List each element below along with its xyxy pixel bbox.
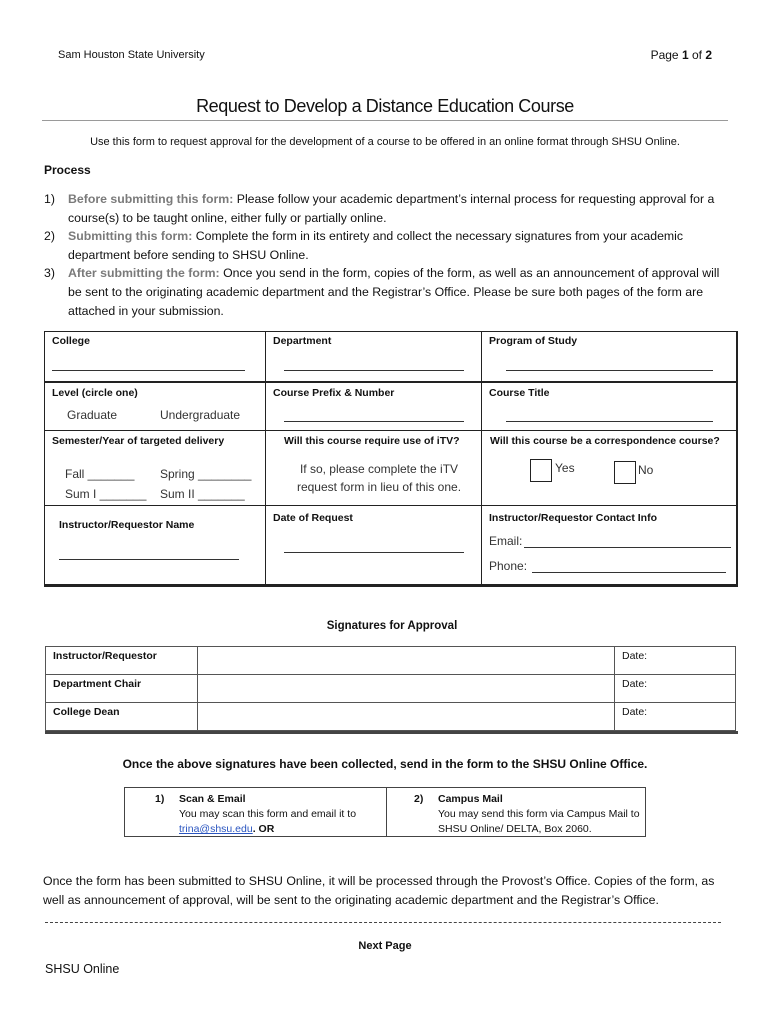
table-row <box>46 647 736 675</box>
final-note: Once the form has been submitted to SHSU Online, it will be processed through the Provost’s Office. Copies of the form, as well as announcement of approval, will be sent to the originating academic department and the Registrar’s Office. <box>43 874 715 907</box>
page-title: Request to Develop a Distance Education Course <box>196 96 574 116</box>
option-number: 2) <box>414 793 424 805</box>
signatures-title: Signatures for Approval <box>326 620 458 632</box>
signatures-table <box>45 646 736 731</box>
footer-text: SHSU Online <box>45 962 120 976</box>
department-label: Department <box>273 335 332 347</box>
phone-field[interactable] <box>532 572 726 573</box>
page-prefix: Page <box>650 48 682 62</box>
grid-border <box>44 430 737 431</box>
option-divider <box>386 788 387 836</box>
send-heading: Once the above signatures have been collected, send in the form to the SHSU Online Office. <box>122 757 648 771</box>
itv-note: If so, please complete the iTV request form in lieu of this one. <box>296 462 462 494</box>
college-field[interactable] <box>52 370 245 371</box>
campus-mail-option <box>414 792 642 837</box>
college-label: College <box>52 335 90 347</box>
prefix-field[interactable] <box>284 421 464 422</box>
signature-role: College Dean <box>46 703 198 731</box>
page-current: 1 <box>681 48 689 62</box>
email-field[interactable] <box>524 547 731 548</box>
course-title-label: Course Title <box>489 387 550 399</box>
grid-border <box>44 584 737 587</box>
process-step <box>44 264 734 320</box>
grid-border <box>481 331 482 586</box>
signature-role: Department Chair <box>46 675 198 703</box>
step-number: 3) <box>44 266 55 281</box>
course-title-field[interactable] <box>506 421 713 422</box>
program-label: Program of Study <box>489 335 578 347</box>
instructor-label: Instructor/Requestor Name <box>59 519 195 531</box>
process-step <box>44 190 734 227</box>
dashed-divider <box>45 922 721 923</box>
institution-name: Sam Houston State University <box>58 49 205 61</box>
or-text: . OR <box>252 823 275 835</box>
option-heading: Campus Mail <box>438 793 503 805</box>
grid-border <box>736 331 738 587</box>
page-indicator <box>651 48 712 62</box>
level-graduate-option[interactable]: Graduate <box>67 408 118 422</box>
title-divider <box>42 120 728 121</box>
step-highlight: Submitting this form: <box>68 229 193 244</box>
option-heading: Scan & Email <box>179 793 246 805</box>
prefix-label: Course Prefix & Number <box>273 387 395 399</box>
correspondence-label: Will this course be a correspondence course? <box>490 435 720 447</box>
step-text: Complete the form in its entirety and collect the necessary signatures from your academic department before sending to SHSU Online. <box>68 229 684 262</box>
step-highlight: After submitting the form: <box>68 266 220 281</box>
grid-border <box>44 381 737 383</box>
summer1-field[interactable]: Sum I _______ <box>65 487 147 501</box>
process-heading: Process <box>44 163 91 177</box>
level-undergraduate-option[interactable]: Undergraduate <box>160 408 241 422</box>
step-number: 1) <box>44 192 55 206</box>
signature-date[interactable]: Date: <box>615 675 736 703</box>
table-row <box>46 703 736 731</box>
level-label: Level (circle one) <box>52 387 138 399</box>
yes-label: Yes <box>555 461 575 475</box>
date-request-field[interactable] <box>284 552 464 553</box>
next-page-label: Next Page <box>358 940 412 952</box>
scan-email-option <box>155 792 383 837</box>
option-text: You may send this form via Campus Mail to SHSU Online/ DELTA, Box 2060. <box>438 808 640 835</box>
email-link[interactable]: trina@shsu.edu <box>179 823 253 835</box>
itv-label: Will this course require use of iTV? <box>284 435 460 447</box>
signature-role: Instructor/Requestor <box>46 647 198 675</box>
signature-field[interactable] <box>198 703 615 731</box>
table-row <box>46 675 736 703</box>
page-of: of <box>688 48 706 62</box>
phone-label: Phone: <box>489 559 528 573</box>
grid-border <box>265 331 266 586</box>
page-total: 2 <box>705 48 712 62</box>
signature-date[interactable]: Date: <box>615 647 736 675</box>
instructor-field[interactable] <box>59 559 239 560</box>
step-text: Please follow your academic department’s internal process for requesting approval for a course(s) to be taught online, either fully or partially online. <box>68 192 715 225</box>
no-label: No <box>638 463 654 477</box>
program-field[interactable] <box>506 370 713 371</box>
no-checkbox[interactable] <box>614 461 636 484</box>
department-field[interactable] <box>284 370 464 371</box>
process-steps <box>44 190 734 320</box>
process-step <box>44 227 734 264</box>
option-text: You may scan this form and email it to <box>179 808 357 820</box>
grid-border <box>44 505 737 506</box>
step-highlight: Before submitting this form: <box>68 192 234 206</box>
summer2-field[interactable]: Sum II _______ <box>160 487 245 501</box>
step-number: 2) <box>44 229 55 244</box>
email-label: Email: <box>489 534 523 548</box>
date-request-label: Date of Request <box>273 512 353 524</box>
submission-options <box>124 787 646 837</box>
signature-field[interactable] <box>198 675 615 703</box>
grid-border <box>44 331 45 586</box>
step-text: Once you send in the form, copies of the form, as well as an announcement of approval will be sent to the originating academic department and the Registrar’s Office. Please be sure both pages of the form are attached in your submission. <box>68 266 720 318</box>
signature-field[interactable] <box>198 647 615 675</box>
option-number: 1) <box>155 793 165 805</box>
intro-text: Use this form to request approval for the development of a course to be offered in an online format through SHSU Online. <box>90 136 680 148</box>
fall-field[interactable]: Fall _______ <box>65 467 135 481</box>
semester-label: Semester/Year of targeted delivery <box>52 435 225 447</box>
signature-date[interactable]: Date: <box>615 703 736 731</box>
spring-field[interactable]: Spring ________ <box>160 467 252 481</box>
table-bottom-border <box>45 731 738 734</box>
contact-label: Instructor/Requestor Contact Info <box>489 512 658 524</box>
grid-border <box>44 331 737 332</box>
yes-checkbox[interactable] <box>530 459 552 482</box>
